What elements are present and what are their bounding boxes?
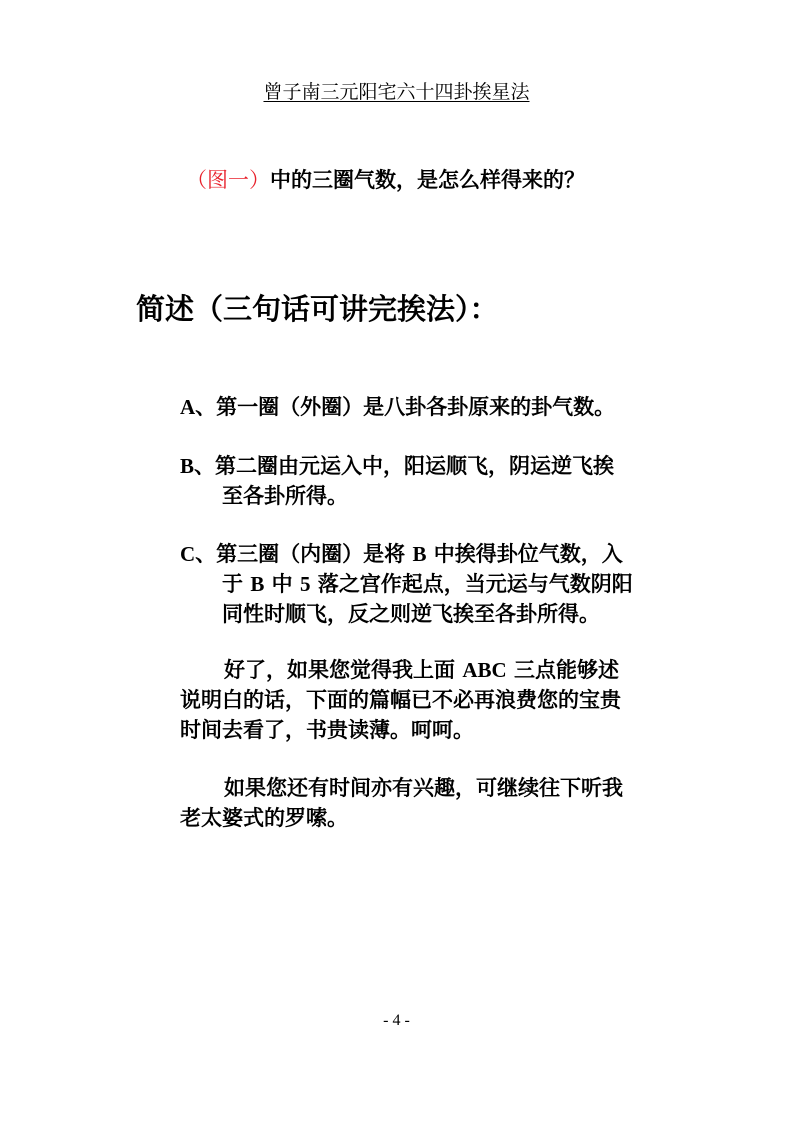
p1-line1-b: ABC: [462, 658, 507, 682]
p1-line1-c: 三点能够述: [506, 657, 619, 682]
document-header: [0, 80, 793, 104]
question-line: [186, 166, 585, 194]
item-c-line2-a: 于: [222, 571, 251, 596]
item-c-line2-d: 5: [299, 572, 311, 596]
list-item-b: [180, 451, 664, 510]
item-c-line1-a: 、第三圈（内圈）是将: [195, 541, 413, 566]
list-item-c: [180, 539, 664, 628]
item-a-text: 、第一圈（外圈）是八卦各卦原来的卦气数。: [195, 394, 616, 419]
question-text: 中的三圈气数，是怎么样得来的？: [270, 167, 585, 192]
item-c-line2-c: 中: [264, 571, 300, 596]
item-letter-b: B: [180, 454, 195, 478]
page-number: - 4 -: [383, 1012, 410, 1029]
summary-heading: 简述（三句话可讲完挨法）：: [136, 292, 499, 326]
list-item-a: [180, 392, 664, 422]
p1-line3: 时间去看了，书贵读薄。呵呵。: [180, 717, 474, 742]
p2-line2: 老太婆式的罗嗦。: [180, 805, 348, 830]
item-b-line2: 至各卦所得。: [222, 483, 348, 508]
paragraph-conclusion: [180, 655, 664, 745]
figure-reference: （图一）: [186, 168, 270, 192]
item-letter-c: C: [180, 542, 196, 566]
p1-line1-a: 好了，如果您觉得我上面: [224, 657, 463, 682]
item-c-line1-c: 中挨得卦位气数，入: [426, 541, 623, 566]
item-c-line3: 同性时顺飞，反之则逆飞挨至各卦所得。: [222, 601, 600, 626]
item-c-line2-e: 落之宫作起点，当元运与气数阴阳: [310, 571, 633, 596]
item-c-line1-b: B: [412, 542, 427, 566]
header-title: 曾子南三元阳宅六十四卦挨星法: [263, 81, 530, 103]
item-b-line1: 、第二圈由元运入中，阳运顺飞，阴运逆飞挨: [194, 453, 615, 478]
item-letter-a: A: [180, 395, 196, 419]
p2-line1: 如果您还有时间亦有兴趣，可继续往下听我: [224, 775, 623, 800]
item-c-line2-b: B: [250, 572, 265, 596]
p1-line2: 说明白的话，下面的篇幅已不必再浪费您的宝贵: [180, 687, 621, 712]
paragraph-continue: [180, 773, 664, 833]
